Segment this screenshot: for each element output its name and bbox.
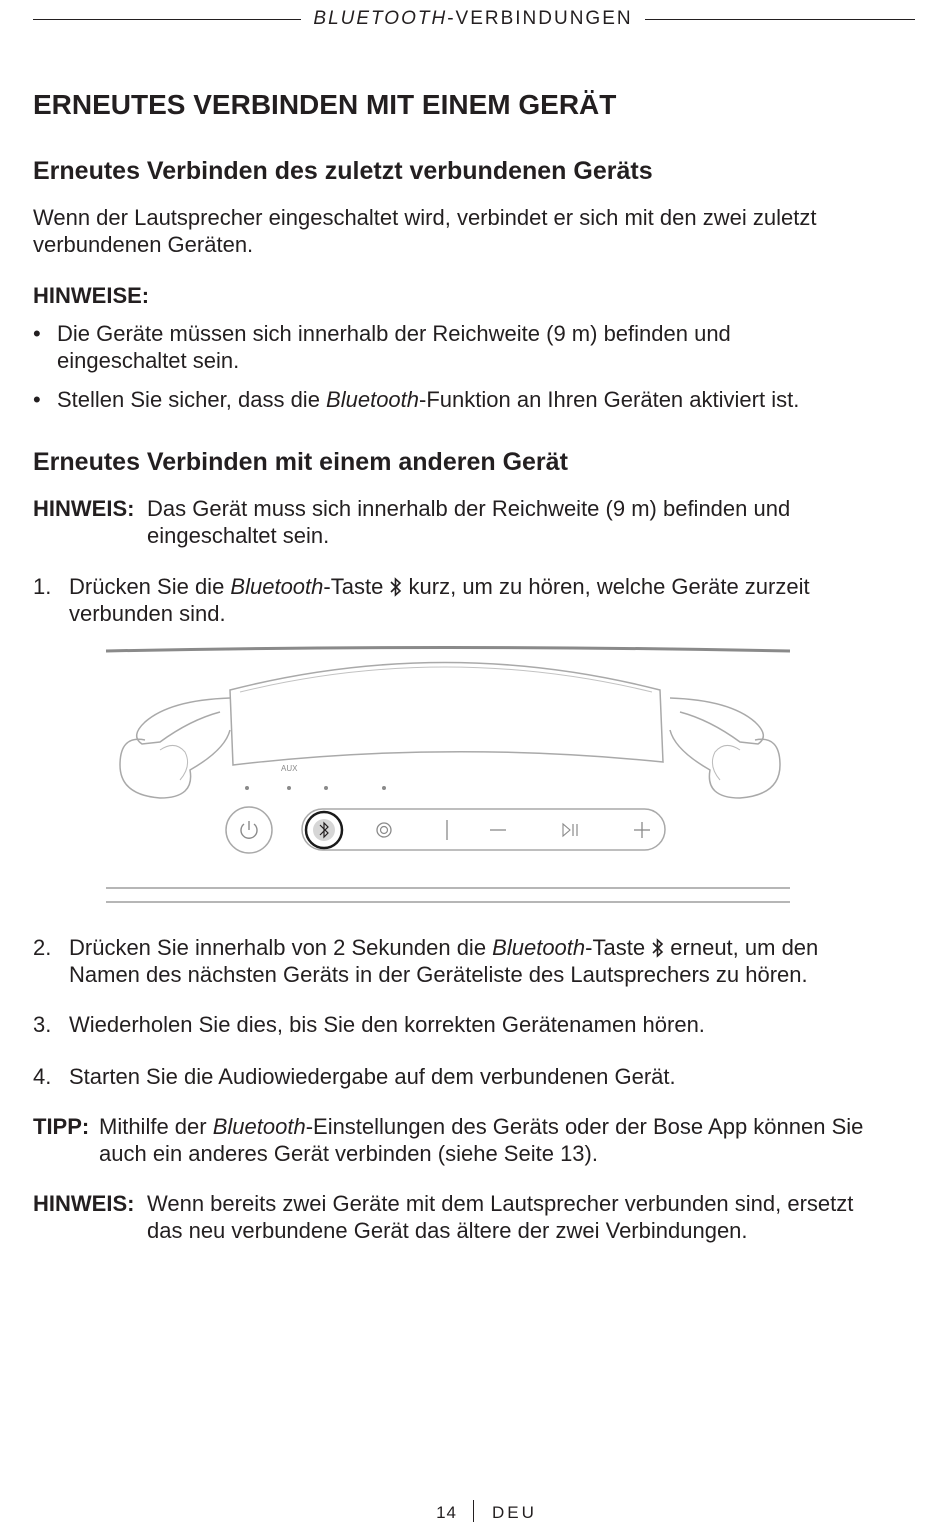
tip-label: TIPP: — [33, 1114, 90, 1139]
bullet-dot: • — [33, 387, 41, 412]
bullet2-post: -Funktion an Ihren Geräten aktiviert ist. — [419, 387, 800, 412]
right-strap — [670, 698, 763, 744]
section-title: ERNEUTES VERBINDEN MIT EINEM GERÄT — [33, 89, 617, 120]
intro-line-1: Wenn der Lautsprecher eingeschaltet wird, verbindet er sich mit den zwei zuletzt — [33, 205, 817, 230]
note-line-1: Das Gerät muss sich innerhalb der Reichweite (9 m) befinden und — [147, 496, 791, 521]
header-title-rest: -VERBINDUNGEN — [447, 8, 633, 29]
aux-label: AUX — [281, 764, 298, 773]
bluetooth-icon — [651, 938, 664, 958]
language-code: DEU — [492, 1503, 537, 1522]
step-number: 1. — [33, 574, 52, 599]
note2-line-2: das neu verbundene Gerät das ältere der zwei Verbindungen. — [147, 1218, 748, 1243]
subsection-title-last-device: Erneutes Verbinden des zuletzt verbundenen Geräts — [33, 157, 653, 185]
bullet-text — [57, 386, 907, 413]
page-footer — [0, 1500, 950, 1526]
note-text — [147, 1190, 915, 1244]
tip-italic: Bluetooth — [212, 1114, 306, 1139]
step-number: 2. — [33, 935, 52, 960]
left-strap-loop — [120, 730, 230, 798]
step-text — [69, 934, 889, 988]
intro-paragraph — [33, 204, 915, 258]
led-indicator — [324, 786, 328, 790]
step1-post: kurz, um zu hören, welche Geräte zurzeit — [402, 574, 810, 599]
note-text — [147, 495, 790, 549]
speaker-top-edge — [106, 648, 790, 652]
step2-line-2: Namen des nächsten Geräts in der Geräteliste des Lautsprechers zu hören. — [69, 962, 808, 987]
bullet2-italic: Bluetooth — [326, 387, 420, 412]
step2-post: erneut, um den — [664, 935, 819, 960]
step-text: Starten Sie die Audiowiedergabe auf dem verbundenen Gerät. — [69, 1064, 676, 1089]
control-strip — [302, 809, 665, 850]
running-header — [33, 8, 915, 30]
led-indicator — [245, 786, 249, 790]
step-text — [69, 573, 889, 627]
note-label: HINWEIS: — [33, 496, 135, 521]
note2-line-1: Wenn bereits zwei Geräte mit dem Lautsprecher verbunden sind, ersetzt — [147, 1191, 854, 1216]
bullet2-pre: Stellen Sie sicher, dass die — [57, 387, 327, 412]
step-number: 4. — [33, 1064, 52, 1089]
header-title-italic: BLUETOOTH — [313, 8, 448, 29]
header-rule-left — [33, 19, 301, 20]
note-label: HINWEIS: — [33, 1191, 135, 1216]
footer-separator — [473, 1500, 474, 1522]
bullet1-line-1: Die Geräte müssen sich innerhalb der Reichweite (9 m) befinden und — [57, 321, 731, 346]
header-rule-right — [645, 19, 915, 20]
intro-line-2: verbundenen Geräten. — [33, 232, 254, 257]
tip-pre: Mithilfe der — [99, 1114, 213, 1139]
subsection-title-other-device: Erneutes Verbinden mit einem anderen Gerät — [33, 448, 568, 476]
step-number: 3. — [33, 1012, 52, 1037]
speaker-illustration — [100, 640, 800, 910]
speaker-drawing — [100, 640, 800, 910]
step2-pre: Drücken Sie innerhalb von 2 Sekunden die — [69, 935, 493, 960]
tip-text — [99, 1113, 915, 1167]
bluetooth-icon — [389, 577, 402, 597]
tip-post: -Einstellungen des Geräts oder der Bose App können Sie — [305, 1114, 864, 1139]
step1-line-1 — [69, 573, 889, 600]
left-strap-detail — [160, 745, 188, 780]
step1-pre: Drücken Sie die — [69, 574, 231, 599]
bullet1-line-2: eingeschaltet sein. — [57, 348, 240, 373]
step2-line-1 — [69, 934, 889, 961]
step1-mid: -Taste — [323, 574, 390, 599]
header-title — [311, 8, 635, 30]
tip-line-1 — [99, 1113, 915, 1140]
led-indicator — [287, 786, 291, 790]
notes-label: HINWEISE: — [33, 283, 150, 308]
bullet-text — [57, 320, 907, 374]
step1-line-2: verbunden sind. — [69, 601, 226, 626]
step-text: Wiederholen Sie dies, bis Sie den korrekten Gerätenamen hören. — [69, 1012, 705, 1037]
right-strap-detail — [712, 745, 740, 780]
right-strap-loop — [670, 730, 780, 798]
left-strap — [137, 698, 230, 744]
step1-italic: Bluetooth — [230, 574, 324, 599]
tip-line-2: auch ein anderes Gerät verbinden (siehe Seite 13). — [99, 1141, 598, 1166]
step2-italic: Bluetooth — [492, 935, 586, 960]
bullet-dot: • — [33, 321, 41, 346]
step2-mid: -Taste — [585, 935, 652, 960]
speaker-handle — [230, 663, 663, 766]
led-indicator — [382, 786, 386, 790]
page-number: 14 — [436, 1503, 457, 1522]
note-line-2: eingeschaltet sein. — [147, 523, 330, 548]
